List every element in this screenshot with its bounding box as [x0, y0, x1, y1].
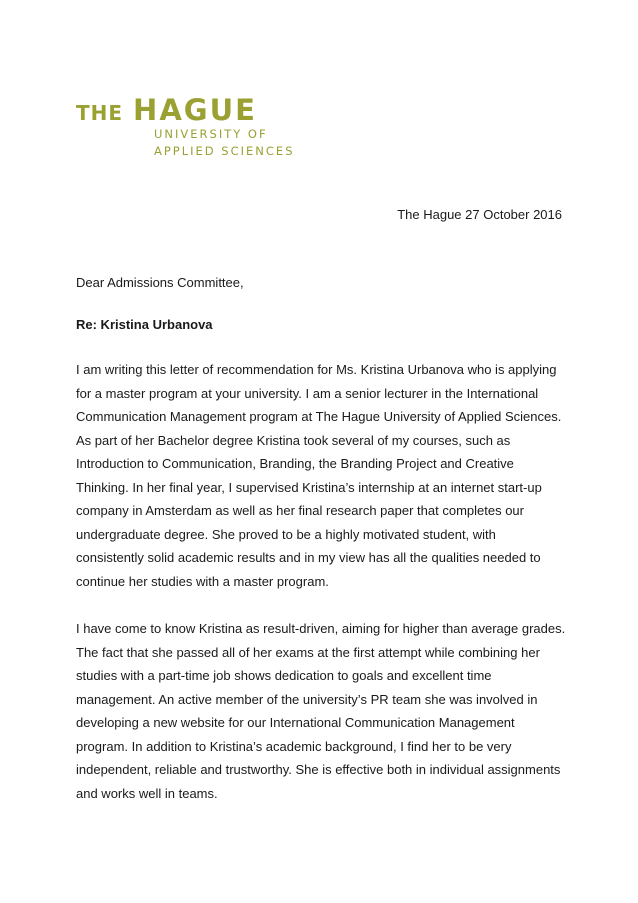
logo-the: THE: [76, 101, 124, 125]
paragraph-line: undergraduate degree. She proved to be a highly motivated student, with: [76, 526, 496, 542]
paragraph-line: Introduction to Communication, Branding, the Branding Project and Creative: [76, 456, 514, 471]
paragraph-line: continue her studies with a master program.: [76, 573, 329, 589]
paragraph-line: Communication Management program at The Hague University of Applied Sciences.: [76, 409, 562, 424]
university-logo: [76, 93, 295, 160]
logo-hague: HAGUE: [133, 93, 257, 127]
paragraph-line: program. In addition to Kristina’s academic background, I find her to be very: [76, 738, 512, 754]
logo-applied-sciences: APPLIED SCIENCES: [154, 144, 295, 158]
paragraph-line: The fact that she passed all of her exams at the first attempt while combining her: [76, 644, 540, 660]
paragraph-line: Thinking. In her final year, I supervised Kristina’s internship at an internet start-up: [76, 479, 542, 495]
paragraph-line: and works well in teams.: [76, 785, 218, 801]
paragraph-line: I have come to know Kristina as result-driven, aiming for higher than average grades.: [76, 621, 566, 636]
paragraph-line: independent, reliable and trustworthy. She is effective both in individual assignments: [76, 762, 561, 777]
paragraph-line: developing a new website for our International Communication Management: [76, 715, 515, 730]
paragraph: [76, 617, 566, 805]
paragraph-line: studies with a part-time job shows dedication to goals and excellent time: [76, 668, 492, 683]
paragraph-line: As part of her Bachelor degree Kristina took several of my courses, such as: [76, 432, 511, 448]
paragraph-line: I am writing this letter of recommendation for Ms. Kristina Urbanova who is applying: [76, 362, 557, 377]
logo-wordmark: [76, 93, 257, 127]
paragraph-line: consistently solid academic results and in my view has all the qualities needed to: [76, 550, 541, 565]
letter-date: The Hague 27 October 2016: [397, 207, 562, 222]
logo-university-of: UNIVERSITY OF: [154, 127, 268, 141]
paragraph-line: for a master program at your university. I am a senior lecturer in the International: [76, 385, 539, 401]
paragraph: [76, 358, 566, 593]
subject-line: Re: Kristina Urbanova: [76, 317, 213, 332]
paragraph-line: management. An active member of the university’s PR team she was involved in: [76, 691, 538, 707]
letter-body: [76, 358, 566, 829]
salutation: Dear Admissions Committee,: [76, 275, 244, 290]
paragraph-line: company in Amsterdam as well as her final research paper that completes our: [76, 503, 524, 518]
